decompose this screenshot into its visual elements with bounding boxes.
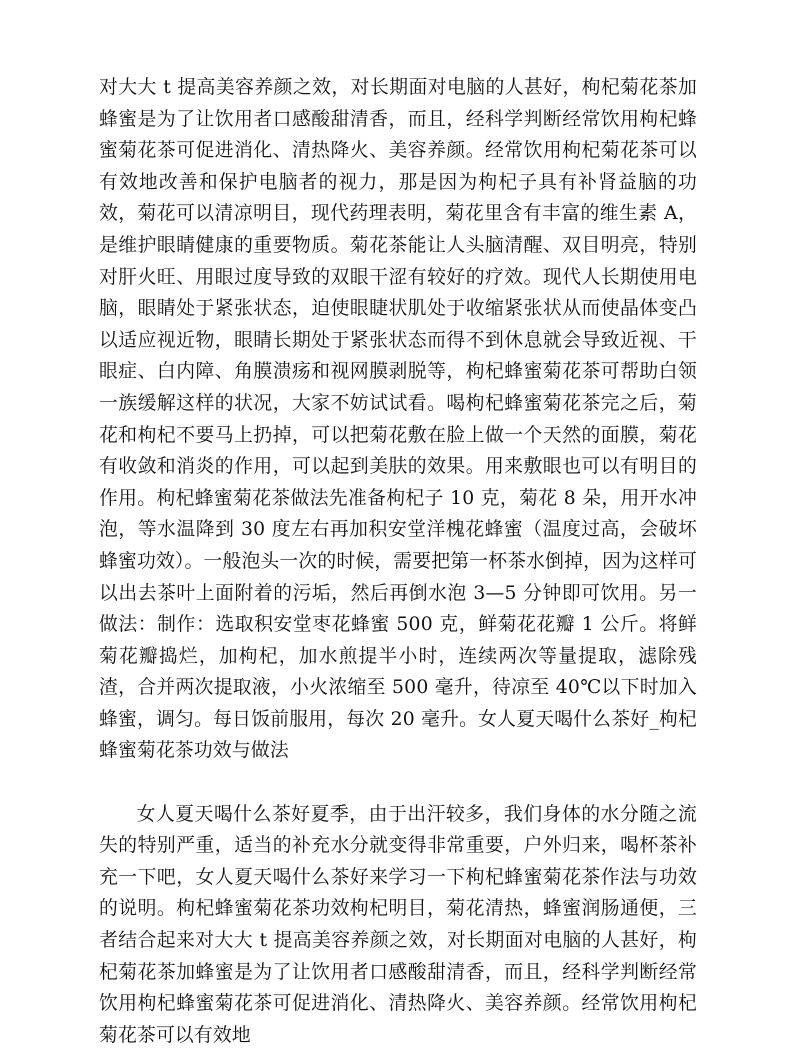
body-paragraph: 对大大 t 提高美容养颜之效，对长期面对电脑的人甚好，枸杞菊花茶加蜂蜜是为了让饮用者口感酸甜清香，而且，经科学判断经常饮用枸杞蜂蜜菊花茶可促进消化、清热降火、美容养颜。经常饮用枸杞菊花茶可以有效地改善和保护电脑者的视力，那是因为枸杞子具有补肾益脑的功效，菊花可以清凉明目，现代药理表明，菊花里含有丰富的维生素 A，是维护眼睛健康的重要物质。菊花茶能让人头脑清醒、双目明亮，特别对肝火旺、用眼过度导致的双眼干涩有较好的疗效。现代人长期使用电脑，眼睛处于紧张状态，迫使眼睫状肌处于收缩紧张状从而使晶体变凸以适应视近物，眼睛长期处于紧张状态而得不到休息就会导致近视、干眼症、白内障、角膜溃疡和视网膜剥脱等，枸杞蜂蜜菊花茶可帮助白领一族缓解这样的状况，大家不妨试试看。喝枸杞蜂蜜菊花茶完之后，菊花和枸杞不要马上扔掉，可以把菊花敷在脸上做一个天然的面膜，菊花有收敛和消炎的作用，可以起到美肤的效果。用来敷眼也可以有明目的作用。枸杞蜂蜜菊花茶做法先准备枸杞子 10 克，菊花 8 朵，用开水冲泡，等水温降到 30 度左右再加积安堂洋槐花蜂蜜（温度过高，会破坏蜂蜜功效）。一般泡头一次的时候，需要把第一杯茶水倒掉，因为这样可以出去茶叶上面附着的污垢，然后再倒水泡 3—5 分钟即可饮用。另一做法：制作：选取积安堂枣花蜂蜜 500 克，鲜菊花花瓣 1 公斤。将鲜菊花瓣捣烂，加枸杞，加水煎提半小时，连续两次等量提取，滤除残渣，合并两次提取液，小火浓缩至 500 毫升，待凉至 40℃以下时加入蜂蜜，调匀。每日饭前服用，每次 20 毫升。女人夏天喝什么茶好_枸杞蜂蜜菊花茶功效与做法 [99,77,698,762]
body-paragraph: 女人夏天喝什么茶好夏季，由于出汗较多，我们身体的水分随之流失的特别严重，适当的补充水分就变得非常重要，户外归来，喝杯茶补充一下吧，女人夏天喝什么茶好来学习一下枸杞蜂蜜菊花茶作法与功效的说明。枸杞蜂蜜菊花茶功效枸杞明目，菊花清热，蜂蜜润肠通便，三者结合起来对大大 t 提高美容养颜之效，对长期面对电脑的人甚好，枸杞菊花茶加蜂蜜是为了让饮用者口感酸甜清香，而且，经科学判断经常饮用枸杞蜂蜜菊花茶可促进消化、清热降火、美容养颜。经常饮用枸杞菊花茶可以有效地 [99,803,697,1046]
document-page [99,72,697,1051]
